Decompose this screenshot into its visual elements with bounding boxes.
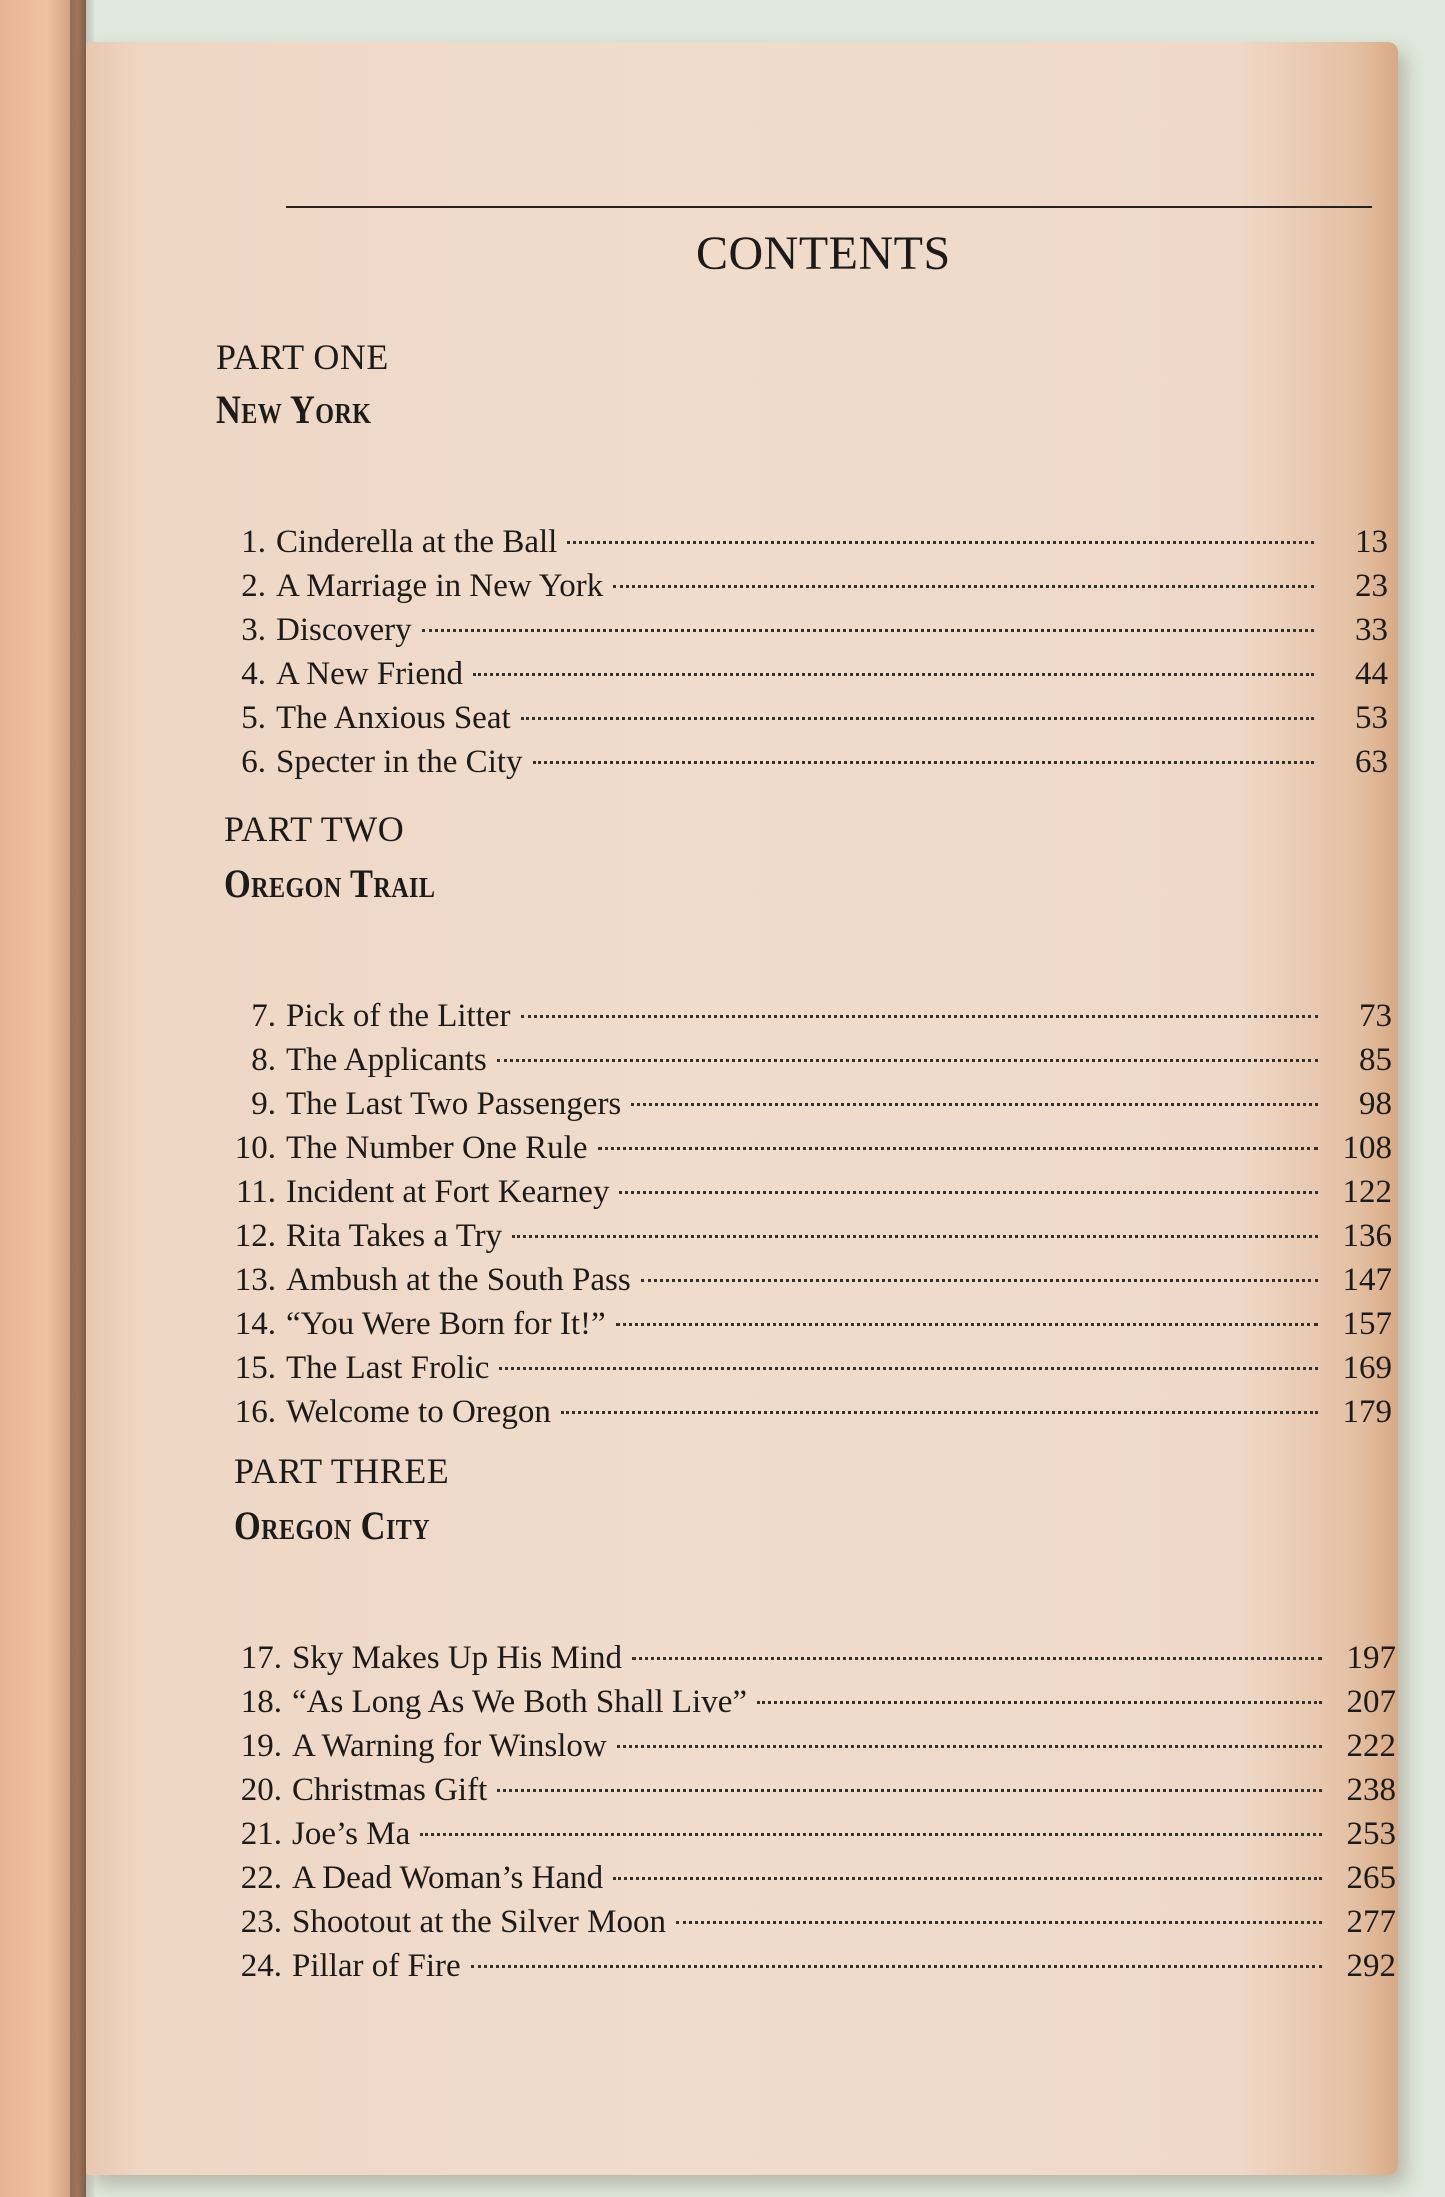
dot-leader <box>497 1059 1318 1062</box>
toc-entry[interactable] <box>226 1302 1392 1346</box>
chapter-title: Welcome to Oregon <box>286 1394 551 1430</box>
chapter-number: 10. <box>234 1130 276 1166</box>
toc-entry[interactable] <box>226 1126 1392 1170</box>
page-number: 197 <box>1346 1640 1396 1676</box>
dot-leader <box>757 1701 1322 1704</box>
part-one-name: New York <box>216 387 372 432</box>
top-rule <box>286 206 1372 208</box>
dot-leader <box>632 1657 1322 1660</box>
page-number: 222 <box>1346 1728 1396 1764</box>
chapter-title: Pillar of Fire <box>292 1948 461 1984</box>
chapter-number: 20. <box>240 1772 282 1808</box>
toc-entry[interactable] <box>226 994 1392 1038</box>
page-number: 63 <box>1355 744 1388 780</box>
toc-entry[interactable] <box>232 1944 1396 1988</box>
chapter-number: 11. <box>235 1174 276 1210</box>
chapter-number: 2. <box>241 568 266 604</box>
dot-leader <box>422 629 1314 632</box>
dot-leader <box>521 717 1314 720</box>
chapter-title: Discovery <box>276 612 412 648</box>
chapter-title: Specter in the City <box>276 744 523 780</box>
page-number: 157 <box>1342 1306 1392 1342</box>
part-three-chapters <box>232 1636 1396 1988</box>
chapter-number: 5. <box>241 700 266 736</box>
page-number: 292 <box>1346 1948 1396 1984</box>
toc-entry[interactable] <box>232 1768 1396 1812</box>
toc-entry[interactable] <box>232 1636 1396 1680</box>
chapter-number: 21. <box>240 1816 282 1852</box>
chapter-title: The Anxious Seat <box>276 700 511 736</box>
toc-entry[interactable] <box>216 608 1388 652</box>
chapter-title: Cinderella at the Ball <box>276 524 558 560</box>
page-number: 265 <box>1346 1860 1396 1896</box>
page-number: 238 <box>1346 1772 1396 1808</box>
page-number: 13 <box>1355 524 1388 560</box>
dot-leader <box>533 761 1314 764</box>
toc-entry[interactable] <box>232 1724 1396 1768</box>
page-number: 136 <box>1342 1218 1392 1254</box>
dot-leader <box>616 1323 1318 1326</box>
chapter-number: 9. <box>251 1086 276 1122</box>
chapter-title: The Last Two Passengers <box>286 1086 622 1122</box>
chapter-number: 13. <box>234 1262 276 1298</box>
toc-entry[interactable] <box>226 1258 1392 1302</box>
chapter-title: Shootout at the Silver Moon <box>292 1904 666 1940</box>
chapter-title: A Dead Woman’s Hand <box>292 1860 604 1896</box>
part-two-name: Oregon Trail <box>224 861 436 906</box>
page-number: 85 <box>1359 1042 1392 1078</box>
part-three-name: Oregon City <box>234 1503 431 1548</box>
chapter-title: Sky Makes Up His Mind <box>292 1640 623 1676</box>
dot-leader <box>631 1103 1318 1106</box>
page-number: 179 <box>1342 1394 1392 1430</box>
dot-leader <box>613 585 1314 588</box>
part-three-label: PART THREE <box>234 1451 450 1491</box>
page-number: 169 <box>1342 1350 1392 1386</box>
dot-leader <box>567 541 1314 544</box>
part-two-label: PART TWO <box>224 809 405 849</box>
toc-entry[interactable] <box>226 1214 1392 1258</box>
part-one-chapters <box>216 520 1388 784</box>
dot-leader <box>617 1745 1322 1748</box>
chapter-number: 4. <box>241 656 266 692</box>
part-one-label: PART ONE <box>216 337 389 377</box>
page-number: 23 <box>1355 568 1388 604</box>
chapter-number: 15. <box>234 1350 276 1386</box>
toc-entry[interactable] <box>232 1812 1396 1856</box>
dot-leader <box>471 1965 1322 1968</box>
contents-page <box>86 42 1398 2175</box>
chapter-title: “You Were Born for It!” <box>286 1306 606 1342</box>
chapter-number: 7. <box>251 998 276 1034</box>
chapter-title: Incident at Fort Kearney <box>286 1174 610 1210</box>
dot-leader <box>499 1367 1318 1370</box>
chapter-title: A New Friend <box>276 656 463 692</box>
toc-entry[interactable] <box>226 1082 1392 1126</box>
chapter-title: “As Long As We Both Shall Live” <box>292 1684 748 1720</box>
chapter-title: Pick of the Litter <box>286 998 511 1034</box>
page-number: 98 <box>1359 1086 1392 1122</box>
page-number: 33 <box>1355 612 1388 648</box>
toc-entry[interactable] <box>232 1900 1396 1944</box>
toc-entry[interactable] <box>216 652 1388 696</box>
toc-entry[interactable] <box>226 1038 1392 1082</box>
dot-leader <box>676 1921 1322 1924</box>
toc-entry[interactable] <box>232 1856 1396 1900</box>
toc-entry[interactable] <box>216 564 1388 608</box>
page-number: 53 <box>1355 700 1388 736</box>
page-number: 147 <box>1342 1262 1392 1298</box>
dot-leader <box>497 1789 1322 1792</box>
chapter-number: 14. <box>234 1306 276 1342</box>
dot-leader <box>521 1015 1318 1018</box>
chapter-title: Joe’s Ma <box>292 1816 411 1852</box>
toc-entry[interactable] <box>216 520 1388 564</box>
contents-heading: CONTENTS <box>696 227 951 280</box>
chapter-number: 12. <box>234 1218 276 1254</box>
page-number: 73 <box>1359 998 1392 1034</box>
chapter-number: 18. <box>240 1684 282 1720</box>
page-number: 207 <box>1346 1684 1396 1720</box>
chapter-number: 3. <box>241 612 266 648</box>
chapter-title: The Last Frolic <box>286 1350 490 1386</box>
chapter-number: 19. <box>240 1728 282 1764</box>
chapter-number: 6. <box>241 744 266 780</box>
toc-entry[interactable] <box>226 1346 1392 1390</box>
part-two-chapters <box>226 994 1392 1434</box>
dot-leader <box>619 1191 1318 1194</box>
dot-leader <box>598 1147 1319 1150</box>
chapter-number: 16. <box>234 1394 276 1430</box>
page-number: 253 <box>1346 1816 1396 1852</box>
dot-leader <box>420 1833 1322 1836</box>
toc-entry[interactable] <box>226 1170 1392 1214</box>
page-number: 122 <box>1342 1174 1392 1210</box>
page-number: 44 <box>1355 656 1388 692</box>
dot-leader <box>512 1235 1318 1238</box>
chapter-title: The Applicants <box>286 1042 487 1078</box>
chapter-number: 1. <box>241 524 266 560</box>
page-number: 108 <box>1342 1130 1392 1166</box>
dot-leader <box>613 1877 1322 1880</box>
toc-entry[interactable] <box>226 1390 1392 1434</box>
dot-leader <box>473 673 1314 676</box>
chapter-title: A Warning for Winslow <box>292 1728 607 1764</box>
chapter-title: Christmas Gift <box>292 1772 488 1808</box>
chapter-title: Rita Takes a Try <box>286 1218 503 1254</box>
chapter-title: The Number One Rule <box>286 1130 588 1166</box>
dot-leader <box>641 1279 1318 1282</box>
page-number: 277 <box>1346 1904 1396 1940</box>
toc-entry[interactable] <box>216 696 1388 740</box>
chapter-number: 24. <box>240 1948 282 1984</box>
chapter-number: 22. <box>240 1860 282 1896</box>
dot-leader <box>561 1411 1318 1414</box>
chapter-number: 8. <box>251 1042 276 1078</box>
chapter-title: A Marriage in New York <box>276 568 604 604</box>
toc-entry[interactable] <box>216 740 1388 784</box>
chapter-number: 23. <box>240 1904 282 1940</box>
toc-entry[interactable] <box>232 1680 1396 1724</box>
chapter-title: Ambush at the South Pass <box>286 1262 631 1298</box>
chapter-number: 17. <box>240 1640 282 1676</box>
